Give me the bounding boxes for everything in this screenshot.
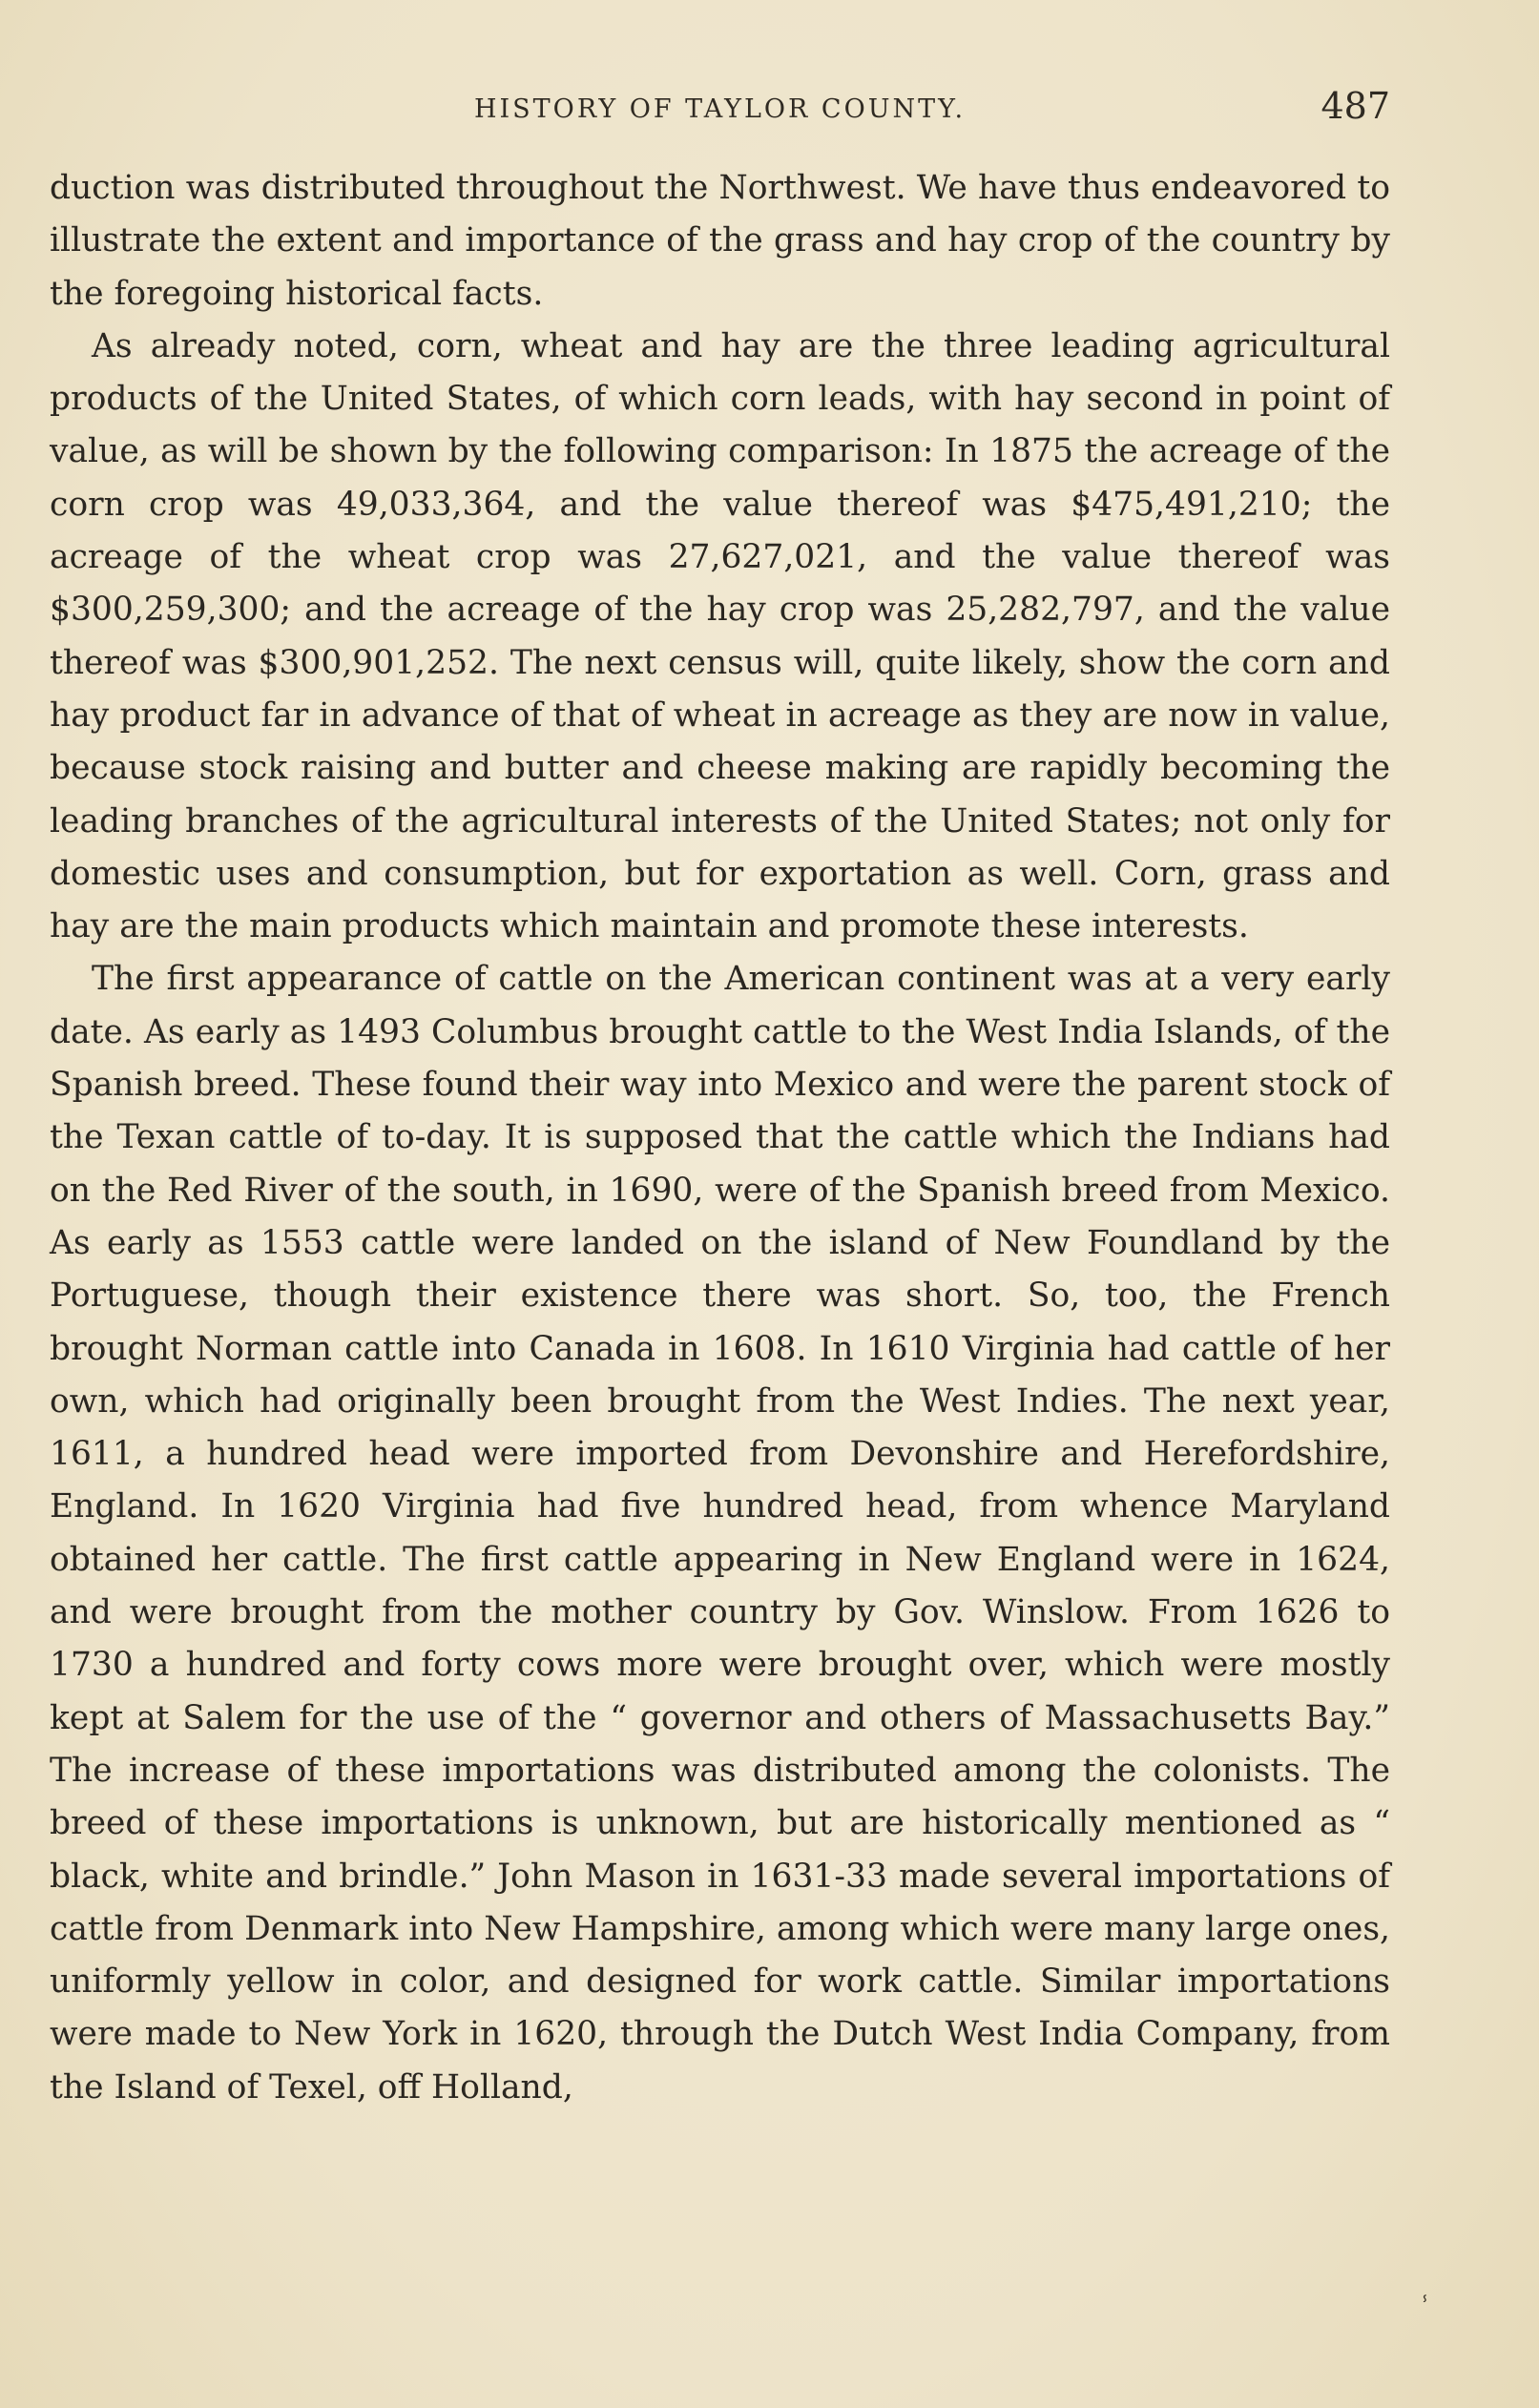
paragraph-crop-comparison: As already noted, corn, wheat and hay are the three leading agricultural products of the United States, of which corn leads, with hay second in point of value, as will be shown by the following comparison: In 1875 the acreage of the corn crop was 49,033,364, and the value thereof was $475,491,210; the acreage of the wheat crop was 27,627,021, and the value thereof was $300,259,300; and the acreage of the hay crop was 25,282,797, and the value thereof was $300,901,252. The next census will, quite likely, show the corn and hay product far in advance of that of wheat in acreage as they are now in value, because stock raising and butter and cheese making are rapidly becoming the leading branches of the agricultural interests of the United States; not only for domestic uses and consumption, but for exportation as well. Corn, grass and hay are the main products which maintain and promote these interests. [50,326,1390,946]
page-number: 487 [1321,85,1390,127]
body-text [50,162,1390,2114]
ink-speck-icon: ⸯ [1419,2297,1431,2321]
page-header [50,81,1390,138]
paragraph-cattle-history: The first appearance of cattle on the American continent was at a very early date. As early as 1493 Columbus brought cattle to the West India Islands, of the Spanish breed. These found their way into Mexico and were the parent stock of the Texan cattle of to-day. It is supposed that the cattle which the Indians had on the Red River of the south, in 1690, were of the Spanish breed from Mexico. As early as 1553 cattle were landed on the island of New Foundland by the Portuguese, though their existence there was short. So, too, the French brought Norman cattle into Canada in 1608. In 1610 Virginia had cattle of her own, which had originally been brought from the West Indies. The next year, 1611, a hundred head were imported from Devonshire and Herefordshire, England. In 1620 Virginia had five hundred head, from whence Maryland obtained her cattle. The first cattle appearing in New England were in 1624, and were brought from the mother country by Gov. Winslow. From 1626 to 1730 a hundred and forty cows more were brought over, which were mostly kept at Salem for the use of the “ governor and others of Massachusetts Bay.” The increase of these importations was distributed among the colonists. The breed of these importations is unknown, but are historically mentioned as “ black, white and brindle.” John Mason in 1631-33 made several importations of cattle from Denmark into New Hampshire, among which were many large ones, uniformly yellow in color, and designed for work cattle. Similar importations were made to New York in 1620, through the Dutch West India Company, from the Island of Texel, off Holland, [50,960,1390,2107]
running-title: HISTORY OF TAYLOR COUNTY. [473,94,967,124]
paragraph-continued: duction was distributed throughout the Northwest. We have thus endeavored to illustrate the extent and importance of the grass and hay crop of the country by the foregoing historical facts. [50,169,1390,313]
